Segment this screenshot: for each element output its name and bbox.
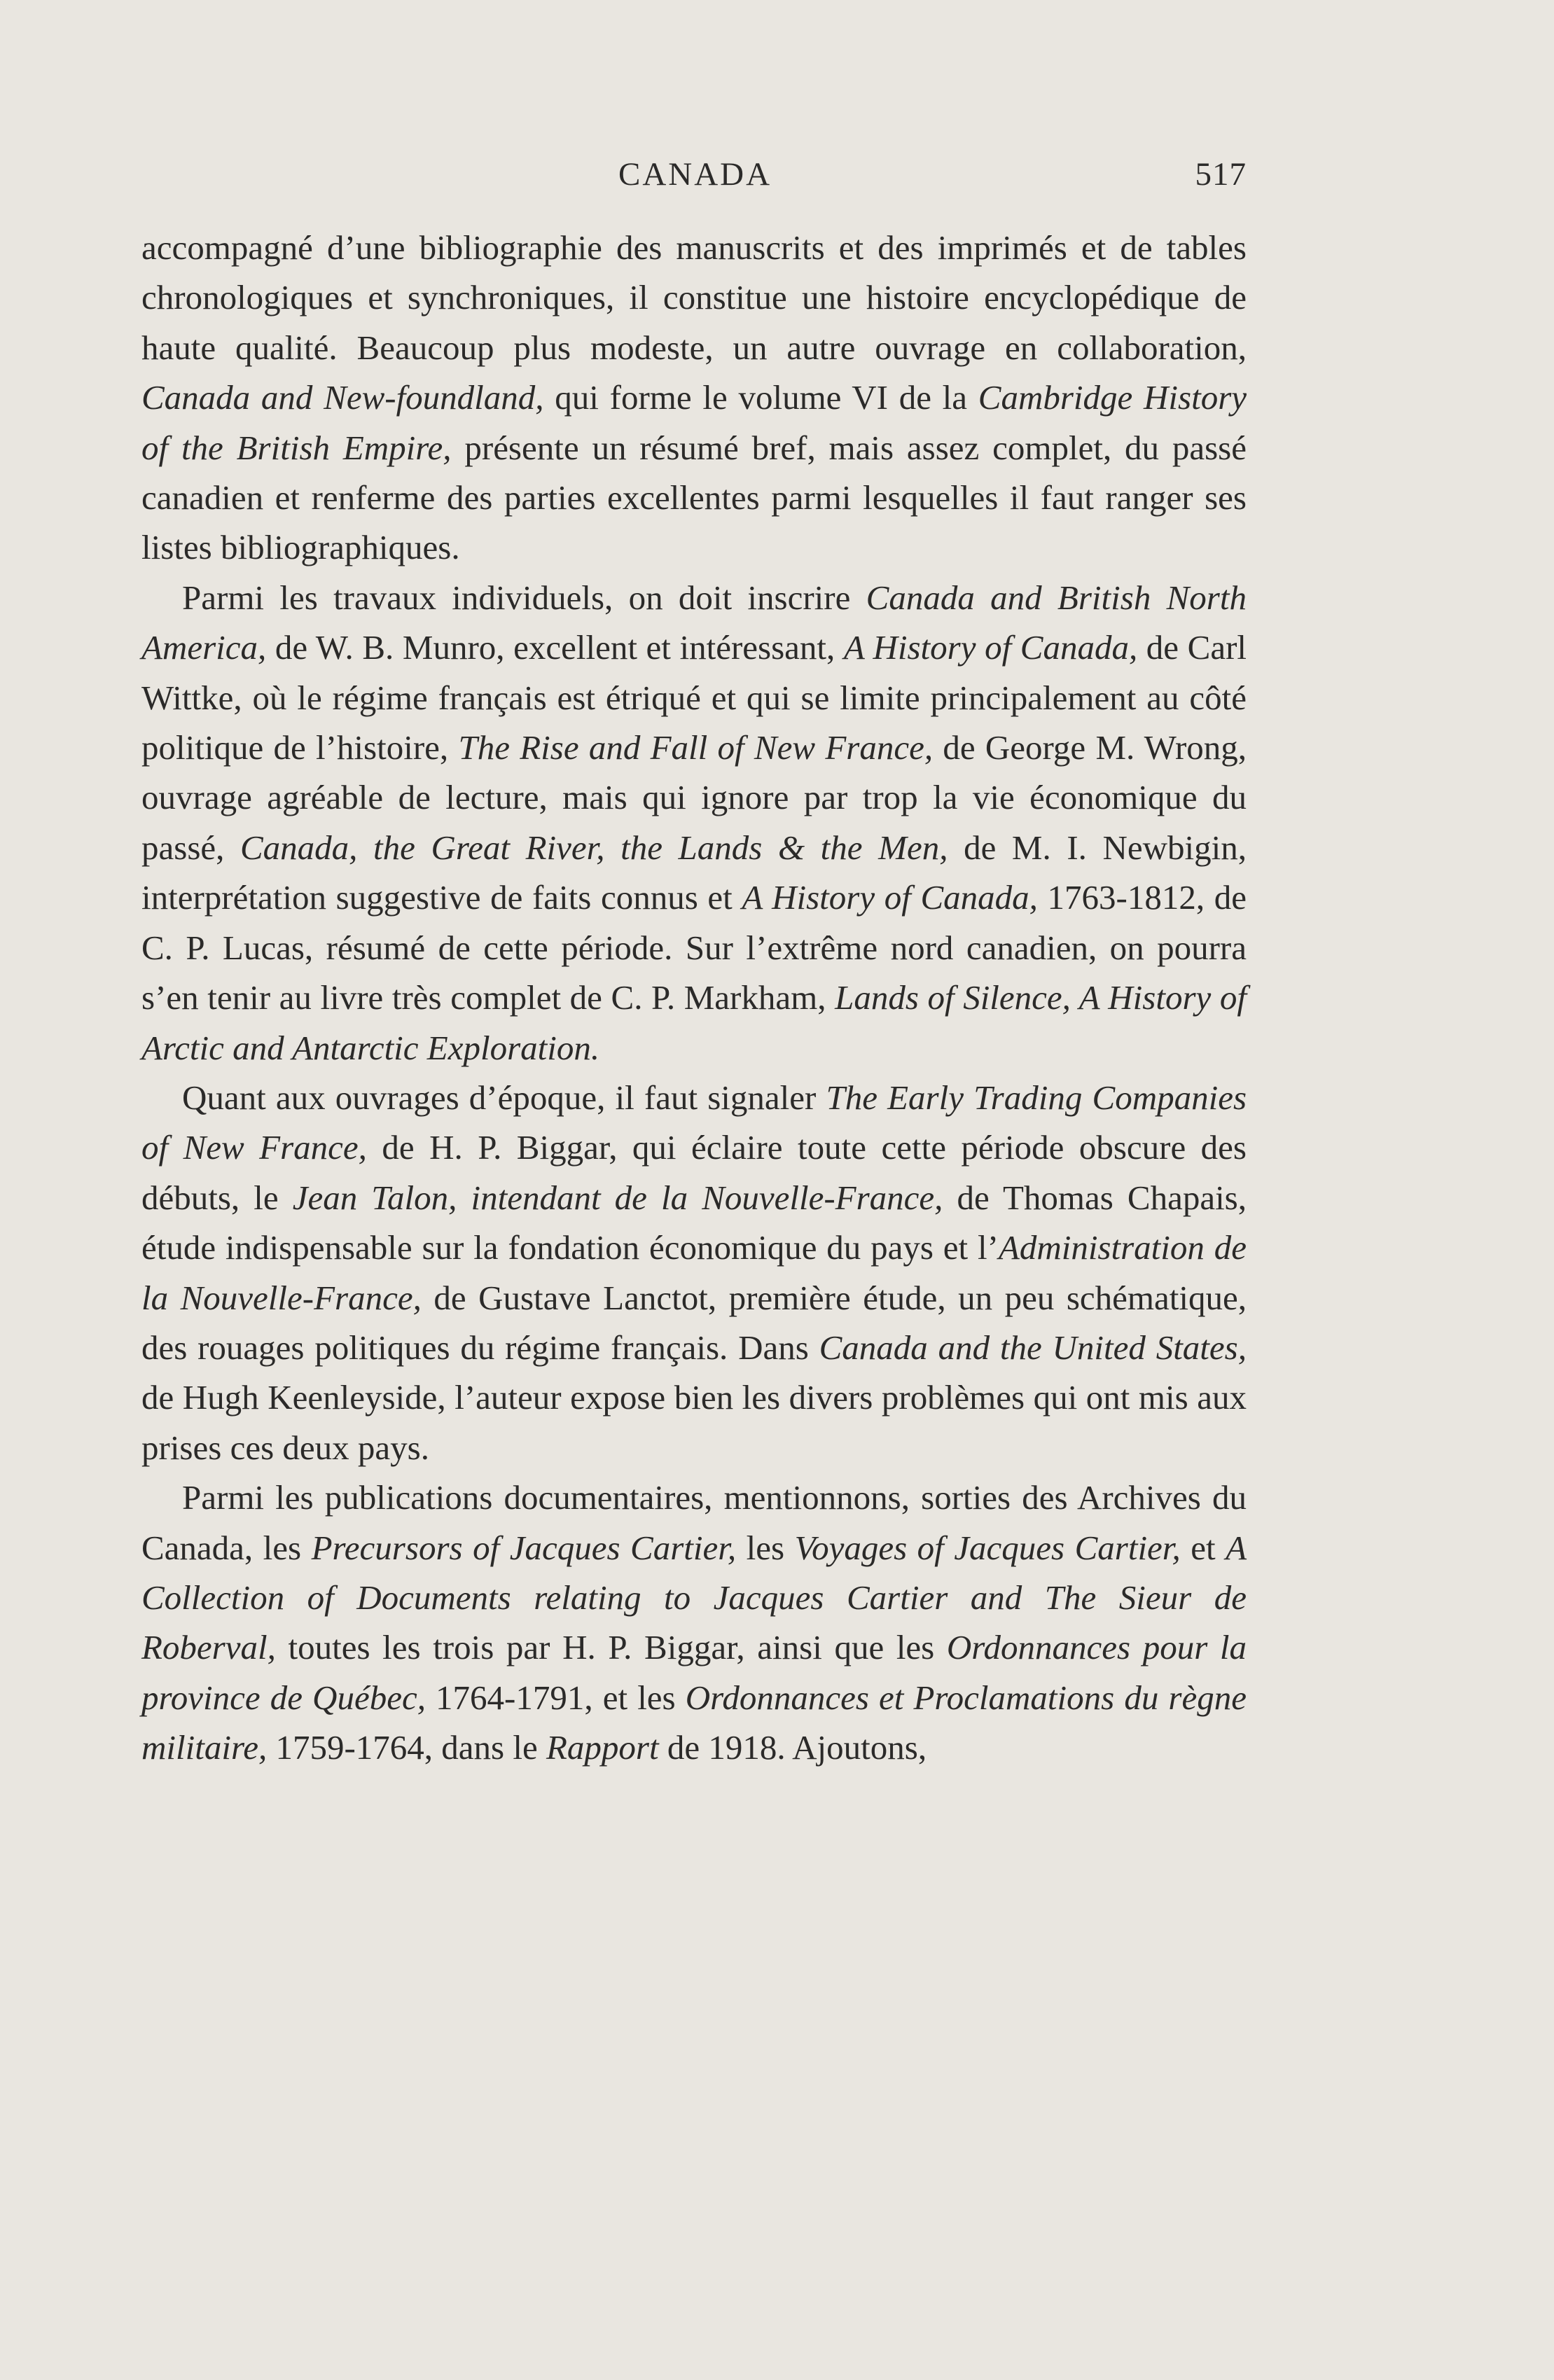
italic-title: A History of Canada, [843, 628, 1138, 667]
italic-title: Jean Talon, intendant de la Nouvelle-France, [292, 1178, 943, 1217]
text-run: de Hugh Keenleyside, l’auteur expose bien les divers problèmes qui ont mis aux prises ces deux pays. [141, 1378, 1247, 1467]
text-run: 1764-1791, et les [425, 1678, 686, 1717]
page-number: 517 [1195, 156, 1247, 193]
text-run: Parmi les publications documentaires, mentionnons, sorties des Archives du Canada, les [141, 1478, 1247, 1567]
body-text [141, 223, 1247, 1773]
italic-title: Ordonnances et Proclamations du règne militaire, [141, 1678, 1247, 1767]
paragraph [141, 1073, 1247, 1473]
text-run: 1763-1812, de C. P. Lucas, résumé de cette période. Sur l’extrême nord canadien, on pourra s’en tenir au livre très complet de C. P. Markham, [141, 878, 1247, 1017]
italic-title: The Rise and Fall of New France, [458, 728, 934, 767]
text-run: de 1918. Ajoutons, [658, 1728, 927, 1767]
text-run: de Thomas Chapais, étude indispensable sur la fondation économique du pays et l’ [141, 1178, 1247, 1267]
text-run: de H. P. Biggar, qui éclaire toute cette période obscure des débuts, le [141, 1128, 1247, 1217]
text-run: de M. I. Newbigin, interprétation suggestive de faits connus et [141, 828, 1247, 917]
text-run: de W. B. Munro, excellent et intéressant, [266, 628, 844, 667]
paragraph [141, 223, 1247, 573]
italic-title: Precursors of Jacques Cartier, [311, 1528, 737, 1567]
italic-title: Administration de la Nouvelle-France, [141, 1228, 1247, 1317]
italic-title: Canada and the United States, [819, 1328, 1247, 1367]
text-run: et [1180, 1528, 1226, 1567]
text-run: accompagné d’une bibliographie des manuscrits et des imprimés et de tables chronologiques et synchroniques, il constitue une histoire encyclopédique de haute qualité. Beaucoup plus modeste, un autre ouvrage en collaboration, [141, 228, 1247, 367]
text-run: de Carl Wittke, où le régime français est étriqué et qui se limite principalement au côté politique de l’histoire, [141, 628, 1247, 767]
text-run: Quant aux ouvrages d’époque, il faut signaler [182, 1078, 826, 1117]
text-run: de Gustave Lanctot, première étude, un peu schématique, des rouages politiques du régime français. Dans [141, 1278, 1247, 1367]
italic-title: Cambridge History of the British Empire, [141, 378, 1247, 467]
italic-title: Voyages of Jacques Cartier, [794, 1528, 1181, 1567]
page-header [144, 155, 1247, 204]
text-run: qui forme le volume VI de la [543, 378, 978, 417]
running-title: CANADA [618, 156, 772, 193]
italic-title: Lands of Silence, A History of Arctic and Antarctic Exploration. [141, 978, 1247, 1067]
italic-title: Ordonnances pour la province de Québec, [141, 1628, 1247, 1717]
text-run: Parmi les travaux individuels, on doit inscrire [182, 578, 866, 617]
text-run: de George M. Wrong, ouvrage agréable de lecture, mais qui ignore par trop la vie économique du passé, [141, 728, 1247, 867]
text-run: 1759-1764, dans le [267, 1728, 546, 1767]
italic-title: A History of Canada, [742, 878, 1038, 917]
italic-title: Canada, the Great River, the Lands & the Men, [240, 828, 948, 867]
italic-title: The Early Trading Companies of New France, [141, 1078, 1247, 1167]
italic-title: A Collection of Documents relating to Jacques Cartier and The Sieur de Roberval, [141, 1528, 1247, 1667]
paragraph [141, 573, 1247, 1073]
italic-title: Rapport [546, 1728, 659, 1767]
paragraph [141, 1473, 1247, 1772]
text-run: les [736, 1528, 795, 1567]
text-run: présente un résumé bref, mais assez complet, du passé canadien et renferme des parties excellentes parmi lesquelles il faut ranger ses listes bibliographiques. [141, 428, 1247, 567]
text-run: toutes les trois par H. P. Biggar, ainsi que les [275, 1628, 947, 1667]
italic-title: Canada and New-foundland, [141, 378, 544, 417]
italic-title: Canada and British North America, [141, 578, 1247, 667]
